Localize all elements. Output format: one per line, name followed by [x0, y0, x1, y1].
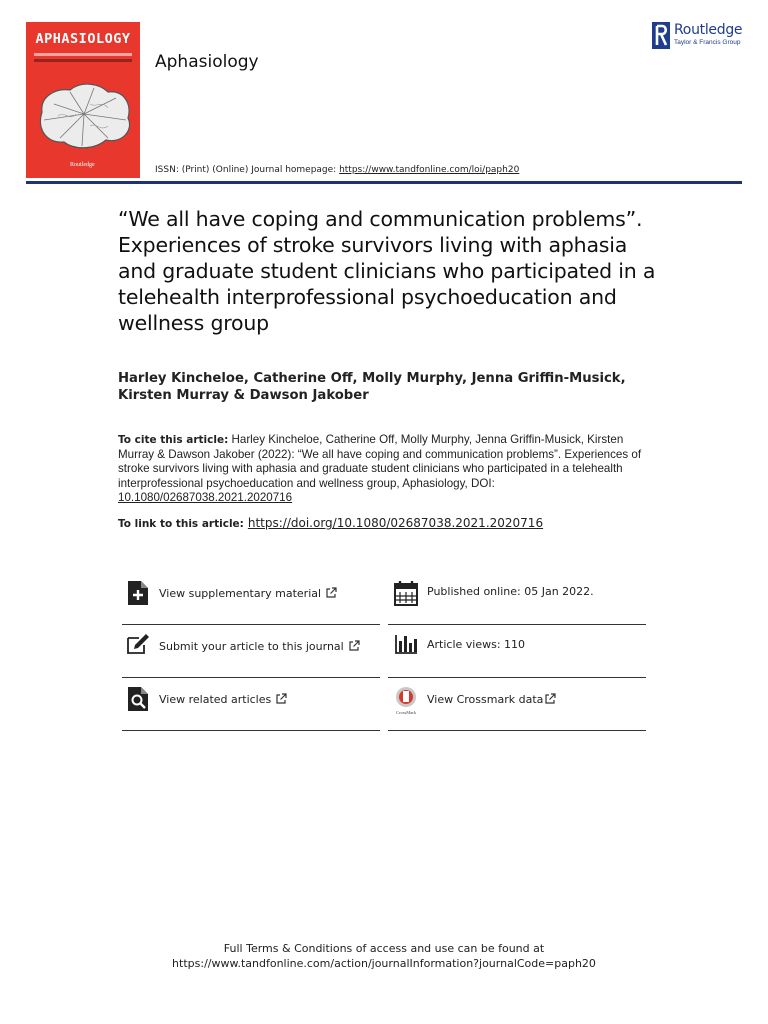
routledge-logo[interactable]	[652, 22, 752, 50]
article-link-line	[118, 516, 543, 530]
issn-line	[155, 165, 519, 175]
edit-icon	[126, 633, 150, 659]
article-doi-link[interactable]: https://doi.org/10.1080/02687038.2021.2020716	[247, 516, 544, 530]
terms-url-link[interactable]: https://www.tandfonline.com/action/journalInformation?journalCode=paph20	[172, 956, 596, 970]
published-label: Published online: 05 Jan 2022.	[427, 585, 594, 598]
crossmark-label: View Crossmark data	[427, 693, 544, 706]
link-label: To link to this article:	[118, 518, 244, 530]
external-link-icon	[349, 640, 360, 651]
supplementary-label: View supplementary material	[159, 587, 322, 600]
row-divider	[122, 677, 380, 678]
issn-text: ISSN: (Print) (Online) Journal homepage:	[155, 165, 340, 175]
citation-block	[118, 433, 658, 506]
journal-cover-image	[26, 22, 140, 178]
header-divider	[26, 181, 742, 184]
related-label: View related articles	[159, 693, 272, 706]
external-link-icon	[276, 693, 287, 704]
bar-chart-icon	[394, 633, 418, 659]
cover-title: APHASIOLOGY	[35, 31, 131, 47]
cover-stripe	[34, 59, 132, 62]
external-link-icon	[326, 587, 337, 598]
document-search-icon	[126, 686, 150, 712]
publisher-name: Routledge	[674, 22, 743, 38]
crossmark-caption: CrossMark	[396, 710, 416, 715]
article-authors: Harley Kincheloe, Catherine Off, Molly Murphy, Jenna Griffin-Musick, Kirsten Murray & Dawson Jakober	[118, 371, 626, 403]
external-link-icon	[545, 693, 556, 704]
journal-name: Aphasiology	[155, 52, 259, 72]
document-plus-icon	[126, 580, 150, 606]
calendar-icon	[394, 580, 418, 606]
crossmark-icon	[394, 686, 418, 716]
row-divider	[388, 624, 646, 625]
terms-footer	[0, 942, 768, 971]
views-label: Article views: 110	[427, 638, 526, 651]
cover-stripe	[34, 53, 132, 56]
row-divider	[388, 677, 646, 678]
cite-doi-link[interactable]: 10.1080/02687038.2021.2020716	[118, 491, 293, 505]
publisher-sub: Taylor & Francis Group	[674, 39, 741, 46]
row-divider	[122, 624, 380, 625]
cite-text: Harley Kincheloe, Catherine Off, Molly Murphy, Jenna Griffin-Musick, Kirsten Murray & Dawson Jakober (2022): “We all have coping and communication problems”. Experiences of stroke survivors living with aphasia and graduate student clinicians who participated in a telehealth interprofessional psychoeducation and wellness group, Aphasiology, DOI:	[118, 433, 642, 490]
journal-homepage-link[interactable]: https://www.tandfonline.com/loi/paph20	[339, 165, 520, 175]
cite-label: To cite this article:	[118, 434, 229, 446]
brain-illustration	[30, 74, 136, 154]
row-divider	[122, 730, 380, 731]
row-divider	[388, 730, 646, 731]
article-title: “We all have coping and communication problems”. Experiences of stroke survivors living with aphasia and graduate student clinicians who participated in a telehealth interprofessional psychoeducation and wellness group	[118, 207, 656, 335]
terms-line: Full Terms & Conditions of access and use can be found at	[223, 942, 545, 955]
cover-publisher: Routledge	[70, 162, 95, 168]
routledge-r-icon	[652, 22, 670, 49]
submit-label: Submit your article to this journal	[159, 640, 344, 653]
